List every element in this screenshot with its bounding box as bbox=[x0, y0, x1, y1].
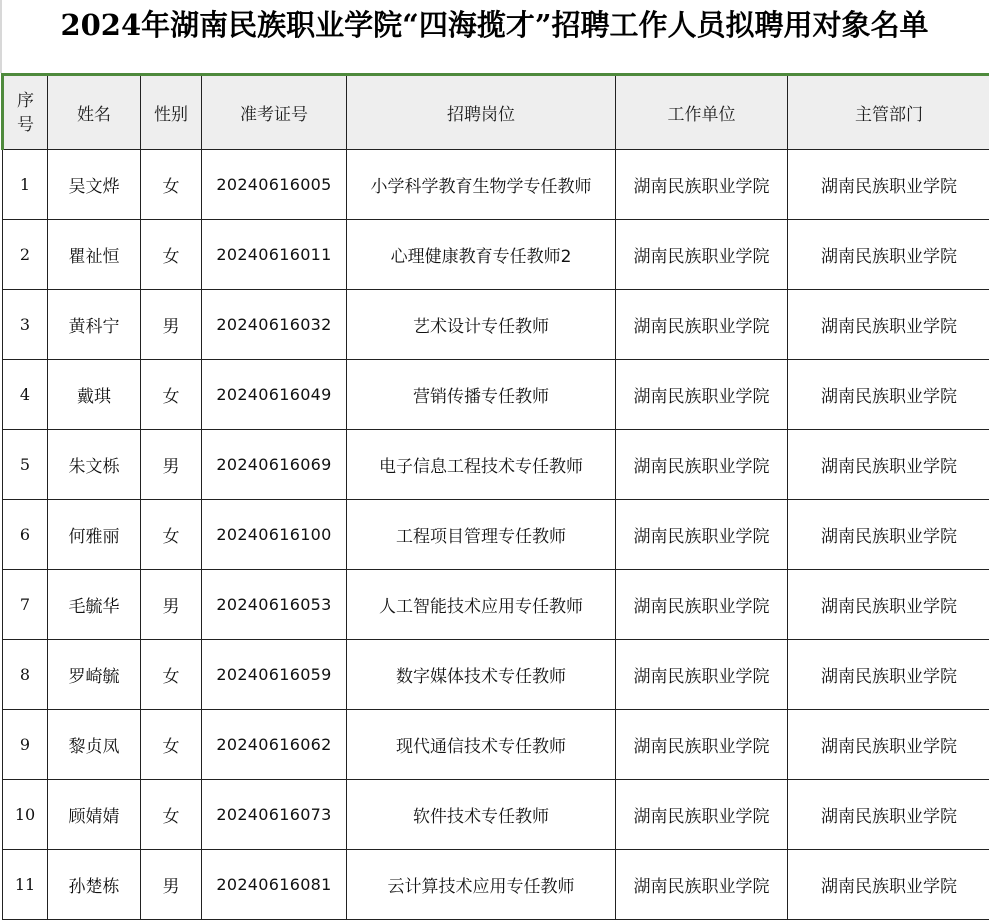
cell-post: 小学科学教育生物学专任教师 bbox=[347, 150, 616, 220]
cell-dept: 湖南民族职业学院 bbox=[788, 640, 989, 710]
cell-unit: 湖南民族职业学院 bbox=[616, 500, 788, 570]
cell-dept: 湖南民族职业学院 bbox=[788, 430, 989, 500]
cell-post: 电子信息工程技术专任教师 bbox=[347, 430, 616, 500]
header-seq bbox=[3, 75, 48, 150]
header-gender: 性别 bbox=[141, 75, 202, 150]
cell-gender: 女 bbox=[141, 640, 202, 710]
cell-seq: 4 bbox=[3, 360, 48, 430]
table-row bbox=[3, 150, 989, 220]
cell-exam-no: 20240616069 bbox=[202, 430, 347, 500]
cell-exam-no: 20240616053 bbox=[202, 570, 347, 640]
cell-name: 吴文烨 bbox=[48, 150, 141, 220]
cell-post: 人工智能技术应用专任教师 bbox=[347, 570, 616, 640]
header-row bbox=[3, 75, 989, 150]
cell-name: 黄科宁 bbox=[48, 290, 141, 360]
cell-gender: 女 bbox=[141, 780, 202, 850]
cell-dept: 湖南民族职业学院 bbox=[788, 710, 989, 780]
cell-seq: 3 bbox=[3, 290, 48, 360]
cell-gender: 男 bbox=[141, 850, 202, 920]
cell-dept: 湖南民族职业学院 bbox=[788, 780, 989, 850]
table-row bbox=[3, 780, 989, 850]
cell-seq: 9 bbox=[3, 710, 48, 780]
cell-post: 艺术设计专任教师 bbox=[347, 290, 616, 360]
cell-seq: 6 bbox=[3, 500, 48, 570]
cell-gender: 男 bbox=[141, 570, 202, 640]
table-row bbox=[3, 360, 989, 430]
cell-name: 戴琪 bbox=[48, 360, 141, 430]
cell-dept: 湖南民族职业学院 bbox=[788, 150, 989, 220]
cell-name: 朱文栎 bbox=[48, 430, 141, 500]
cell-exam-no: 20240616062 bbox=[202, 710, 347, 780]
cell-gender: 女 bbox=[141, 710, 202, 780]
table-row bbox=[3, 220, 989, 290]
cell-unit: 湖南民族职业学院 bbox=[616, 150, 788, 220]
cell-seq: 8 bbox=[3, 640, 48, 710]
header-seq-line1: 序 bbox=[17, 91, 34, 111]
cell-dept: 湖南民族职业学院 bbox=[788, 360, 989, 430]
header-name: 姓名 bbox=[48, 75, 141, 150]
cell-unit: 湖南民族职业学院 bbox=[616, 430, 788, 500]
cell-unit: 湖南民族职业学院 bbox=[616, 850, 788, 920]
cell-unit: 湖南民族职业学院 bbox=[616, 640, 788, 710]
table-row bbox=[3, 710, 989, 780]
cell-name: 黎贞凤 bbox=[48, 710, 141, 780]
cell-seq: 5 bbox=[3, 430, 48, 500]
cell-name: 何雅丽 bbox=[48, 500, 141, 570]
cell-post: 工程项目管理专任教师 bbox=[347, 500, 616, 570]
cell-name: 罗崎毓 bbox=[48, 640, 141, 710]
cell-dept: 湖南民族职业学院 bbox=[788, 570, 989, 640]
cell-post: 现代通信技术专任教师 bbox=[347, 710, 616, 780]
candidate-table bbox=[1, 73, 989, 920]
cell-name: 顾婧婧 bbox=[48, 780, 141, 850]
cell-unit: 湖南民族职业学院 bbox=[616, 780, 788, 850]
cell-dept: 湖南民族职业学院 bbox=[788, 220, 989, 290]
header-unit: 工作单位 bbox=[616, 75, 788, 150]
cell-seq: 7 bbox=[3, 570, 48, 640]
cell-exam-no: 20240616005 bbox=[202, 150, 347, 220]
cell-unit: 湖南民族职业学院 bbox=[616, 360, 788, 430]
cell-gender: 男 bbox=[141, 290, 202, 360]
table-row bbox=[3, 850, 989, 920]
cell-gender: 女 bbox=[141, 150, 202, 220]
cell-post: 营销传播专任教师 bbox=[347, 360, 616, 430]
cell-seq: 11 bbox=[3, 850, 48, 920]
table-row bbox=[3, 290, 989, 360]
cell-exam-no: 20240616081 bbox=[202, 850, 347, 920]
cell-seq: 1 bbox=[3, 150, 48, 220]
cell-name: 孙楚栋 bbox=[48, 850, 141, 920]
cell-exam-no: 20240616073 bbox=[202, 780, 347, 850]
table-body bbox=[3, 150, 989, 920]
cell-exam-no: 20240616011 bbox=[202, 220, 347, 290]
cell-unit: 湖南民族职业学院 bbox=[616, 570, 788, 640]
cell-unit: 湖南民族职业学院 bbox=[616, 220, 788, 290]
cell-gender: 男 bbox=[141, 430, 202, 500]
cell-dept: 湖南民族职业学院 bbox=[788, 290, 989, 360]
cell-post: 软件技术专任教师 bbox=[347, 780, 616, 850]
cell-unit: 湖南民族职业学院 bbox=[616, 290, 788, 360]
cell-seq: 10 bbox=[3, 780, 48, 850]
cell-exam-no: 20240616049 bbox=[202, 360, 347, 430]
page-title: 2024年湖南民族职业学院“四海揽才”招聘工作人员拟聘用对象名单 bbox=[0, 0, 989, 66]
cell-gender: 女 bbox=[141, 500, 202, 570]
table-header bbox=[3, 75, 989, 150]
cell-exam-no: 20240616059 bbox=[202, 640, 347, 710]
cell-post: 心理健康教育专任教师2 bbox=[347, 220, 616, 290]
table-row bbox=[3, 570, 989, 640]
header-seq-line2: 号 bbox=[17, 115, 34, 135]
cell-post: 云计算技术应用专任教师 bbox=[347, 850, 616, 920]
table-row bbox=[3, 500, 989, 570]
cell-post: 数字媒体技术专任教师 bbox=[347, 640, 616, 710]
header-exam-no: 准考证号 bbox=[202, 75, 347, 150]
cell-gender: 女 bbox=[141, 360, 202, 430]
cell-gender: 女 bbox=[141, 220, 202, 290]
cell-dept: 湖南民族职业学院 bbox=[788, 850, 989, 920]
table-row bbox=[3, 640, 989, 710]
cell-seq: 2 bbox=[3, 220, 48, 290]
cell-exam-no: 20240616100 bbox=[202, 500, 347, 570]
cell-exam-no: 20240616032 bbox=[202, 290, 347, 360]
cell-dept: 湖南民族职业学院 bbox=[788, 500, 989, 570]
table-row bbox=[3, 430, 989, 500]
header-dept: 主管部门 bbox=[788, 75, 989, 150]
header-post: 招聘岗位 bbox=[347, 75, 616, 150]
cell-unit: 湖南民族职业学院 bbox=[616, 710, 788, 780]
cell-name: 瞿祉恒 bbox=[48, 220, 141, 290]
cell-name: 毛毓华 bbox=[48, 570, 141, 640]
